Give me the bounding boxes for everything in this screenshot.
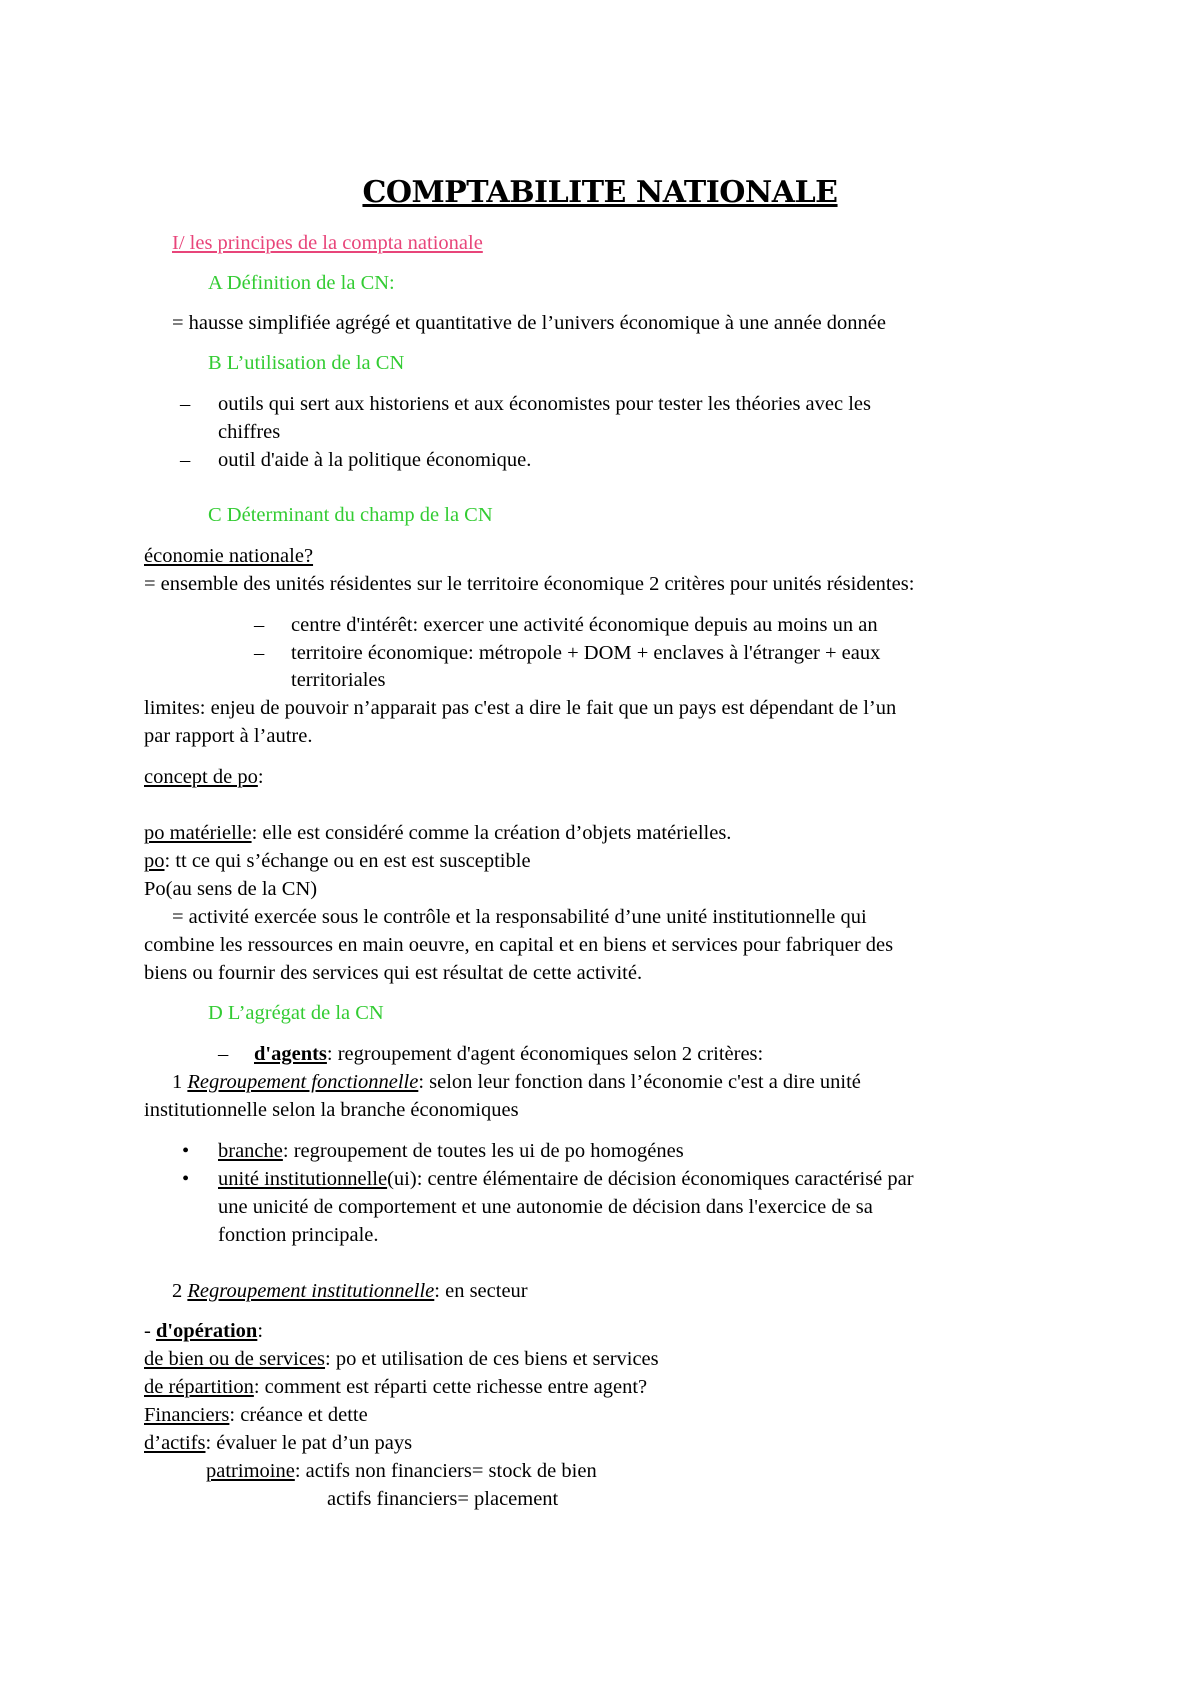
dash-marker: – [254, 642, 265, 664]
paragraph-text: actifs financiers= placement [327, 1488, 559, 1510]
term-line: 2 Regroupement institutionnelle: en secteur [172, 1280, 528, 1302]
definition-text: = hausse simplifiée agrégé et quantitative de l’univers économique à une année donnée [172, 312, 886, 334]
section-heading: I/ les principes de la compta nationale [172, 232, 483, 254]
bullet-marker: • [182, 1168, 190, 1190]
term-line: patrimoine: actifs non financiers= stock de bien [206, 1460, 597, 1482]
document-page: COMPTABILITE NATIONALE I/ les principes de la compta nationale A Définition de la CN: = hausse simplifiée agrégé et quantitative de l’univers économique à une année donnée B L’utilisation de la CN – outils qui sert aux historiens et aux économistes pour tester les théories avec les chiffres – outil d'aide à la politique économique. C Déterminant du champ de la CN économie nationale? = ensemble des unités résidentes sur le territoire économique 2 critères pour unités résidentes: – centre d'intérêt: exercer une activité économique depuis au moins un an – territoire économique: métropole + DOM + enclaves à l'étranger + eaux territoriales limites: enjeu de pouvoir n’apparait pas c'est a dire le fait que un pays est dépendant de l’un par rapport à l’autre. concept de po: po matérielle: elle est considéré comme la création d’objets matérielles. po: tt ce qui s’échange ou en est est susceptible Po(au sens de la CN) = activité exercée sous le contrôle et la responsabilité d’une unité institutionnelle qui combine les ressources en main oeuvre, en capital et en biens et services pour fabriquer des biens ou fournir des services qui est résultat de cette activité. D L’agrégat de la CN – d'agents: regroupement d'agent économiques selon 2 critères: 1 Regroupement fonctionnelle: selon leur fonction dans l’économie c'est a dire unité institutionnelle selon la branche économiques • branche: regroupement de toutes les ui de po homogénes • unité institutionnelle(ui): centre élémentaire de décision économiques caractérisé par une unicité de comportement et une autonomie de décision dans l'exercice de sa fonction principale. 2 Regroupement institutionnelle: en secteur - d'opération: de bien ou de services: po et utilisation de ces biens et services de répartition: comment est réparti cette richesse entre agent? Financiers: créance et dette d’actifs: évaluer le pat d’un pays patrimoine: actifs non financiers= stock de bien actifs financiers= placement [0, 0, 1200, 1698]
subsection-heading-b: B L’utilisation de la CN [208, 352, 405, 374]
term-line: po: tt ce qui s’échange ou en est est susceptible [144, 850, 531, 872]
term-line: - d'opération: [144, 1320, 264, 1342]
dash-marker: – [180, 449, 191, 471]
paragraph-text: = activité exercée sous le contrôle et la responsabilité d’une unité institutionnelle qui [172, 906, 867, 928]
bullet-marker: • [182, 1140, 190, 1162]
paragraph-text: par rapport à l’autre. [144, 725, 313, 747]
subsection-heading-a: A Définition de la CN: [208, 272, 395, 294]
paragraph-text: = ensemble des unités résidentes sur le territoire économique 2 critères pour unités résidentes: [144, 573, 915, 595]
paragraph-text: combine les ressources en main oeuvre, en capital et en biens et services pour fabriquer des [144, 934, 894, 956]
dash-marker: – [218, 1043, 229, 1065]
term-line: concept de po: [144, 766, 264, 788]
term-label: économie nationale? [144, 545, 314, 567]
paragraph-text: limites: enjeu de pouvoir n’apparait pas c'est a dire le fait que un pays est dépendant de l’un [144, 697, 897, 719]
term-line: po matérielle: elle est considéré comme la création d’objets matérielles. [144, 822, 732, 844]
term-line: de répartition: comment est réparti cette richesse entre agent? [144, 1376, 648, 1398]
term-line: 1 Regroupement fonctionnelle: selon leur fonction dans l’économie c'est a dire unité [172, 1071, 861, 1093]
dash-marker: – [180, 393, 191, 415]
paragraph-text: Po(au sens de la CN) [144, 878, 318, 900]
term-line: d’actifs: évaluer le pat d’un pays [144, 1432, 413, 1454]
dash-marker: – [254, 614, 265, 636]
subsection-heading-c: C Déterminant du champ de la CN [208, 504, 493, 526]
page-title: COMPTABILITE NATIONALE [362, 175, 838, 210]
subsection-heading-d: D L’agrégat de la CN [208, 1002, 384, 1024]
term-line: Financiers: créance et dette [144, 1404, 368, 1426]
paragraph-text: biens ou fournir des services qui est résultat de cette activité. [144, 962, 643, 984]
paragraph-text: institutionnelle selon la branche économiques [144, 1099, 519, 1121]
term-line: de bien ou de services: po et utilisation de ces biens et services [144, 1348, 659, 1370]
